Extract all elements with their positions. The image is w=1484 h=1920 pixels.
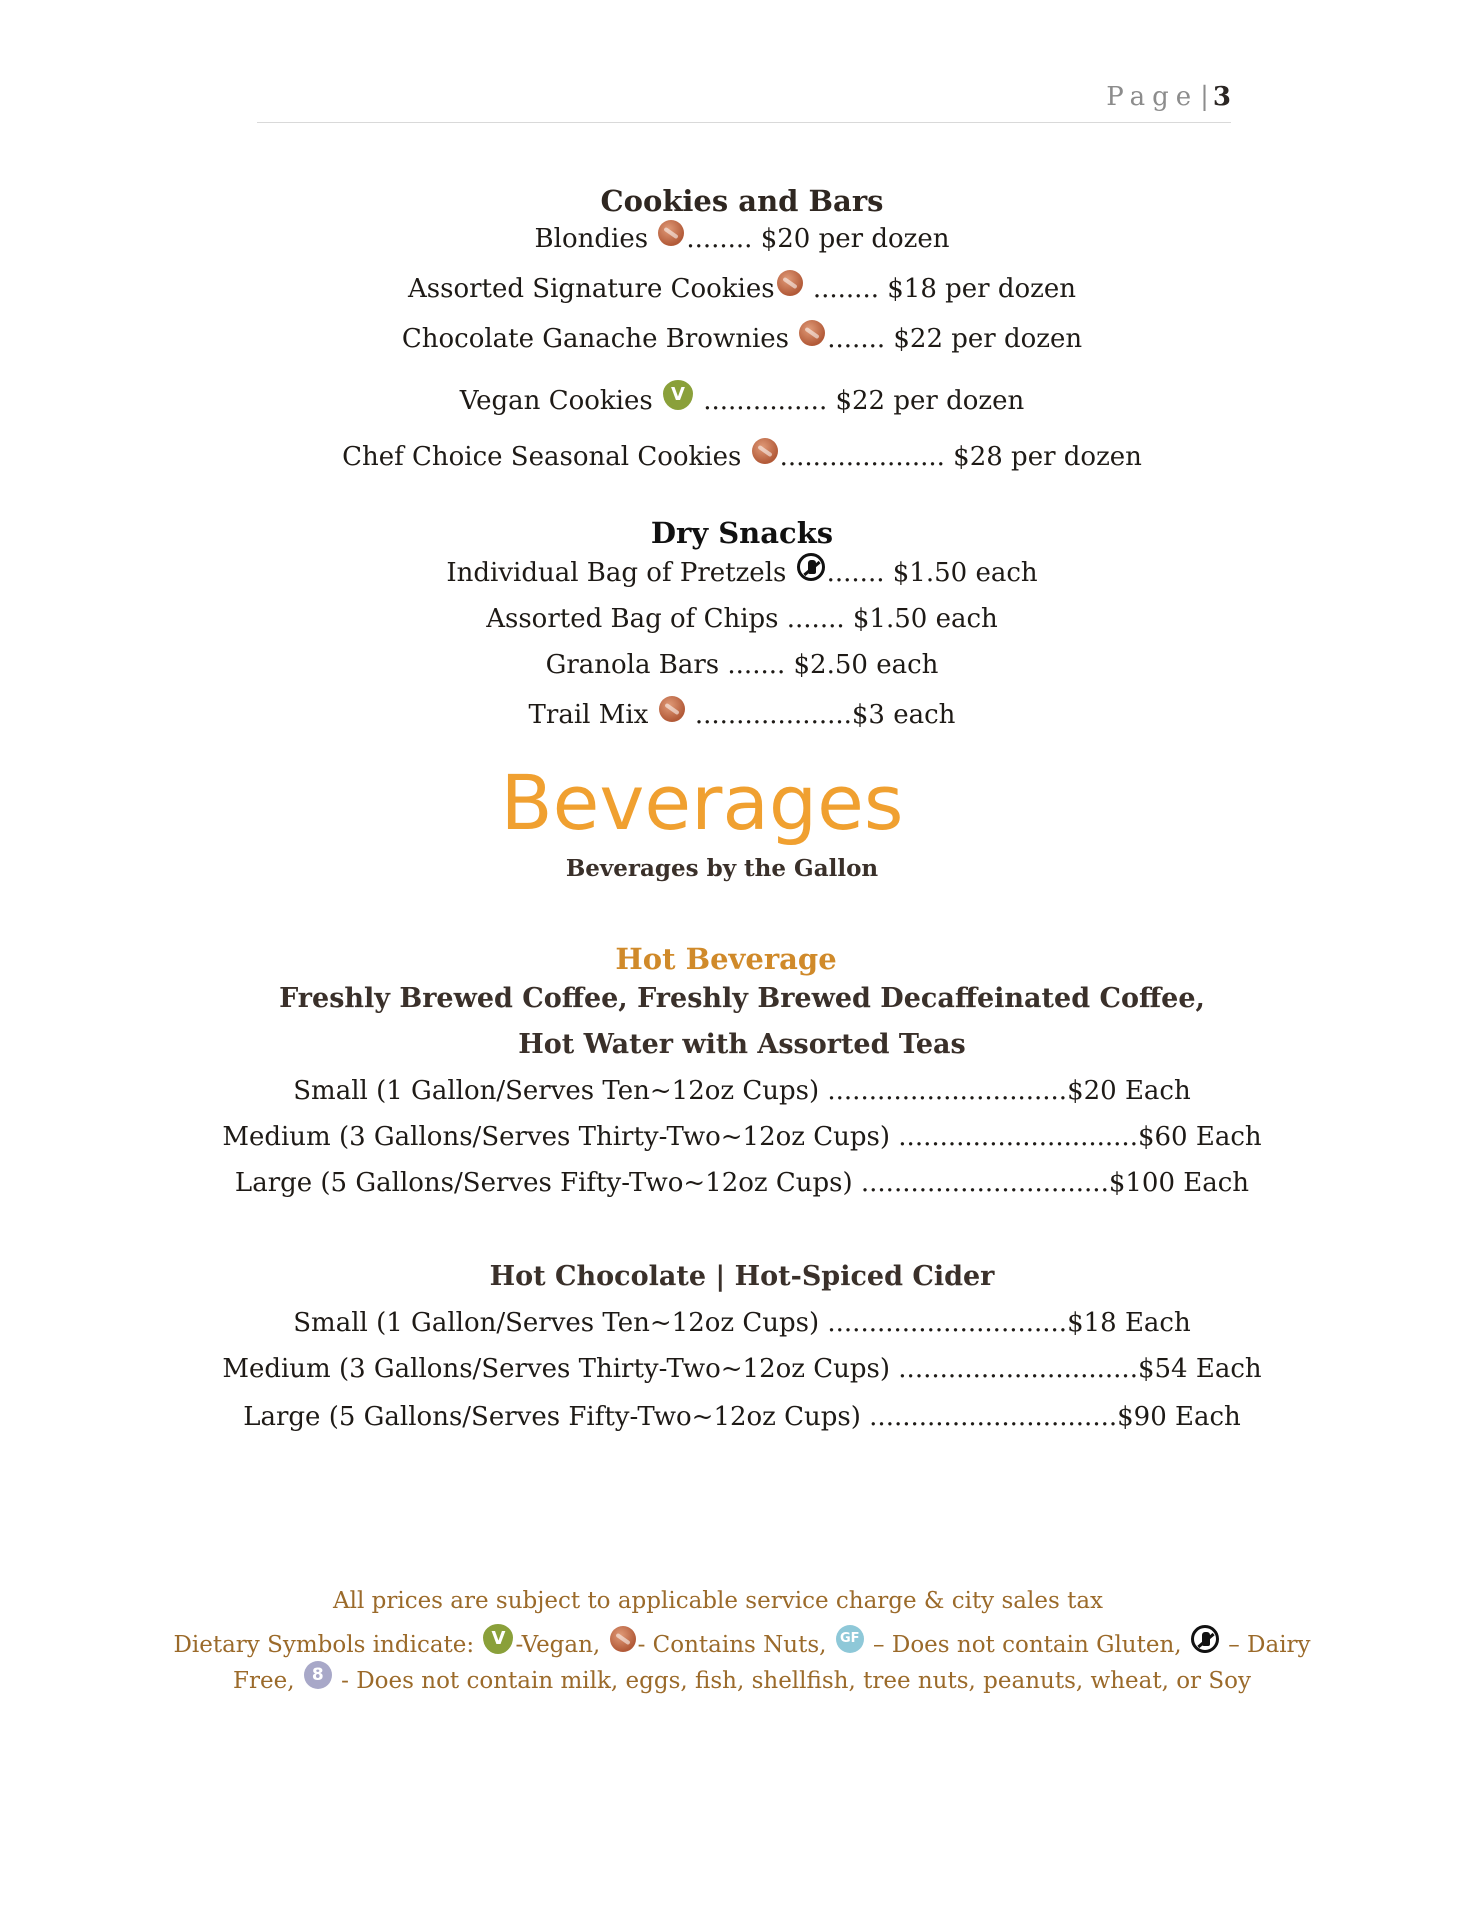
nut-icon [799,320,825,346]
tax-note: All prices are subject to applicable service charge & city sales tax [332,1588,1104,1614]
legend-gluten: – Does not contain Gluten, [865,1632,1189,1658]
page-label: Page [1106,82,1199,112]
item-name: Chef Choice Seasonal Cookies [342,442,750,472]
page-header [257,82,1231,123]
menu-item [0,556,1484,590]
dairy-free-icon [797,553,825,581]
legend-nuts: - Contains Nuts, [637,1632,834,1658]
vegan-icon: V [483,1624,513,1654]
menu-item [0,384,1484,418]
allergen-free-icon: 8 [304,1661,332,1689]
size-row: Medium (3 Gallons/Serves Thirty-Two~12oz Cups) .............................$60 Each [222,1122,1262,1152]
item-name: Assorted Signature Cookies [408,274,775,304]
menu-item [0,272,1484,306]
dairy-free-icon [1191,1625,1219,1653]
beverages-subtitle: Beverages by the Gallon [565,855,879,882]
size-row: Medium (3 Gallons/Serves Thirty-Two~12oz Cups) .............................$54 Each [222,1354,1262,1384]
vegan-icon: V [663,380,693,410]
item-name: Blondies [534,224,657,254]
cookies-title: Cookies and Bars [600,184,884,218]
size-row: Large (5 Gallons/Serves Fifty-Two~12oz Cups) ..............................$100 Each [234,1168,1250,1198]
menu-item [0,322,1484,356]
page-number: 3 [1212,82,1231,112]
legend-vegan: -Vegan, [515,1632,608,1658]
item-price: .................... $28 per dozen [779,442,1142,472]
gluten-free-icon: GF [836,1625,864,1653]
menu-item: Granola Bars ....... $2.50 each [545,650,939,680]
size-row: Small (1 Gallon/Serves Ten~12oz Cups) .............................$20 Each [293,1076,1191,1106]
dietary-legend [0,1628,1484,1662]
item-price: ........ $20 per dozen [686,224,950,254]
item-name: Trail Mix [528,700,657,730]
hot-beverage-title: Hot Beverage [615,942,837,976]
legend-dairy-2: Free, [233,1668,302,1694]
item-price: ........ $18 per dozen [804,274,1076,304]
nut-icon [610,1626,636,1652]
item-price: ....... $22 per dozen [827,324,1083,354]
item-name: Vegan Cookies [459,386,661,416]
dry-snacks-title: Dry Snacks [650,516,834,550]
dietary-legend-cont [0,1664,1484,1698]
menu-item: Assorted Bag of Chips ....... $1.50 each [486,604,998,634]
nut-icon [777,270,803,296]
size-row: Large (5 Gallons/Serves Fifty-Two~12oz Cups) ..............................$90 Each [243,1402,1241,1432]
size-row: Small (1 Gallon/Serves Ten~12oz Cups) .............................$18 Each [293,1308,1191,1338]
menu-item [0,222,1484,256]
item-price: ...................$3 each [686,700,956,730]
legend-intro: Dietary Symbols indicate: [173,1632,482,1658]
menu-item [0,440,1484,474]
nut-icon [752,438,778,464]
coffee-line-2: Hot Water with Assorted Teas [518,1029,966,1060]
item-price: ............... $22 per dozen [694,386,1025,416]
cocoa-title: Hot Chocolate | Hot-Spiced Cider [489,1261,995,1292]
menu-item [0,698,1484,732]
legend-allergen: - Does not contain milk, eggs, fish, shellfish, tree nuts, peanuts, wheat, or Soy [333,1668,1251,1694]
item-name: Individual Bag of Pretzels [446,558,795,588]
item-name: Chocolate Ganache Brownies [401,324,798,354]
legend-dairy: – Dairy [1220,1632,1311,1658]
beverages-title: Beverages [500,758,904,847]
nut-icon [659,696,685,722]
coffee-line-1: Freshly Brewed Coffee, Freshly Brewed Decaffeinated Coffee, [279,983,1205,1014]
item-price: ....... $1.50 each [826,558,1038,588]
page-separator: | [1200,82,1209,112]
nut-icon [658,220,684,246]
